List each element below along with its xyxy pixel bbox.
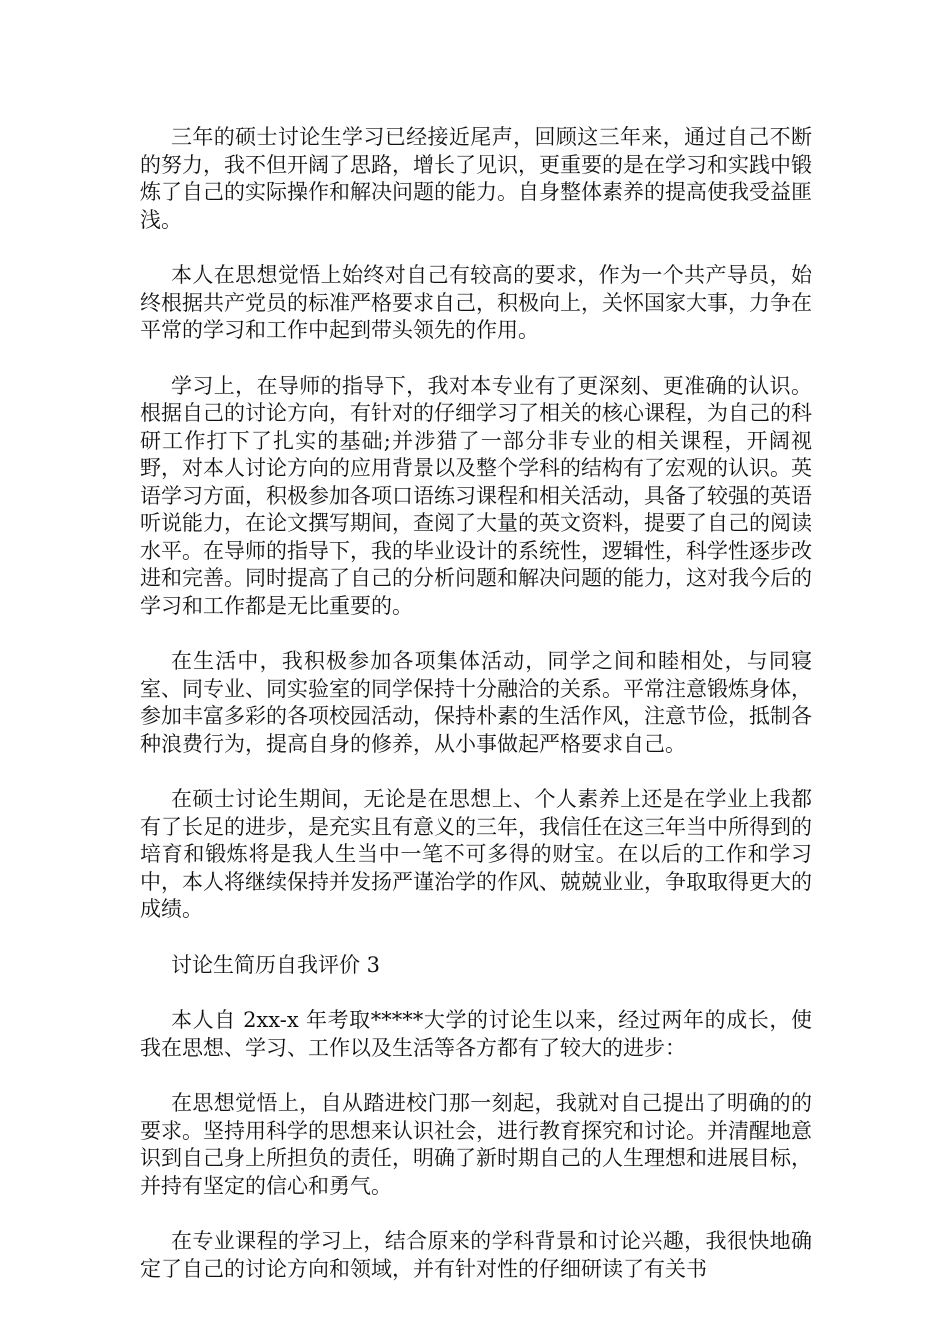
paragraph-7: 在思想觉悟上，自从踏进校门那一刻起，我就对自己提出了明确的的要求。坚持用科学的思想来认识社会，进行教育探究和讨论。并清醒地意识到自己身上所担负的责任，明确了新时期自己的人生理想和进展目标，并持有坚定的信心和勇气。 — [140, 1091, 812, 1198]
section-title: 讨论生简历自我评价 3 — [171, 952, 381, 977]
paragraph-6: 本人自 2xx-x 年考取*****大学的讨论生以来，经过两年的成长，使我在思想、学习、工作以及生活等各方都有了较大的进步： — [140, 1008, 812, 1060]
paragraph-1: 三年的硕士讨论生学习已经接近尾声，回顾这三年来，通过自己不断的努力，我不但开阔了思路，增长了见识，更重要的是在学习和实践中锻炼了自己的实际操作和解决问题的能力。自身整体素养的提高使我受益匪浅。 — [140, 125, 812, 232]
paragraph-4: 在生活中，我积极参加各项集体活动，同学之间和睦相处，与同寝室、同专业、同实验室的同学保持十分融洽的关系。平常注意锻炼身体，参加丰富多彩的各项校园活动，保持朴素的生活作风，注意节俭，抵制各种浪费行为，提高自身的修养，从小事做起严格要求自己。 — [140, 649, 812, 756]
paragraph-3: 学习上，在导师的指导下，我对本专业有了更深刻、更准确的认识。根据自己的讨论方向，有针对的仔细学习了相关的核心课程，为自己的科研工作打下了扎实的基础;并涉猎了一部分非专业的相关课程，开阔视野，对本人讨论方向的应用背景以及整个学科的结构有了宏观的认识。英语学习方面，积极参加各项口语练习课程和相关活动，具备了较强的英语听说能力，在论文撰写期间，查阅了大量的英文资料，提要了自己的阅读水平。在导师的指导下，我的毕业设计的系统性，逻辑性，科学性逐步改进和完善。同时提高了自己的分析问题和解决问题的能力，这对我今后的学习和工作都是无比重要的。 — [140, 373, 812, 618]
paragraph-5: 在硕士讨论生期间，无论是在思想上、个人素养上还是在学业上我都有了长足的进步，是充实且有意义的三年，我信任在这三年当中所得到的培育和锻炼将是我人生当中一笔不可多得的财宝。在以后的工作和学习中，本人将继续保持并发扬严谨治学的作风、兢兢业业，争取取得更大的成绩。 — [140, 787, 812, 921]
paragraph-8: 在专业课程的学习上，结合原来的学科背景和讨论兴趣，我很快地确定了自己的讨论方向和领域，并有针对性的仔细研读了有关书 — [140, 1229, 812, 1281]
paragraph-2: 本人在思想觉悟上始终对自己有较高的要求，作为一个共产导员，始终根据共产党员的标准严格要求自己，积极向上，关怀国家大事，力争在平常的学习和工作中起到带头领先的作用。 — [140, 263, 812, 342]
document-body — [140, 124, 812, 1311]
